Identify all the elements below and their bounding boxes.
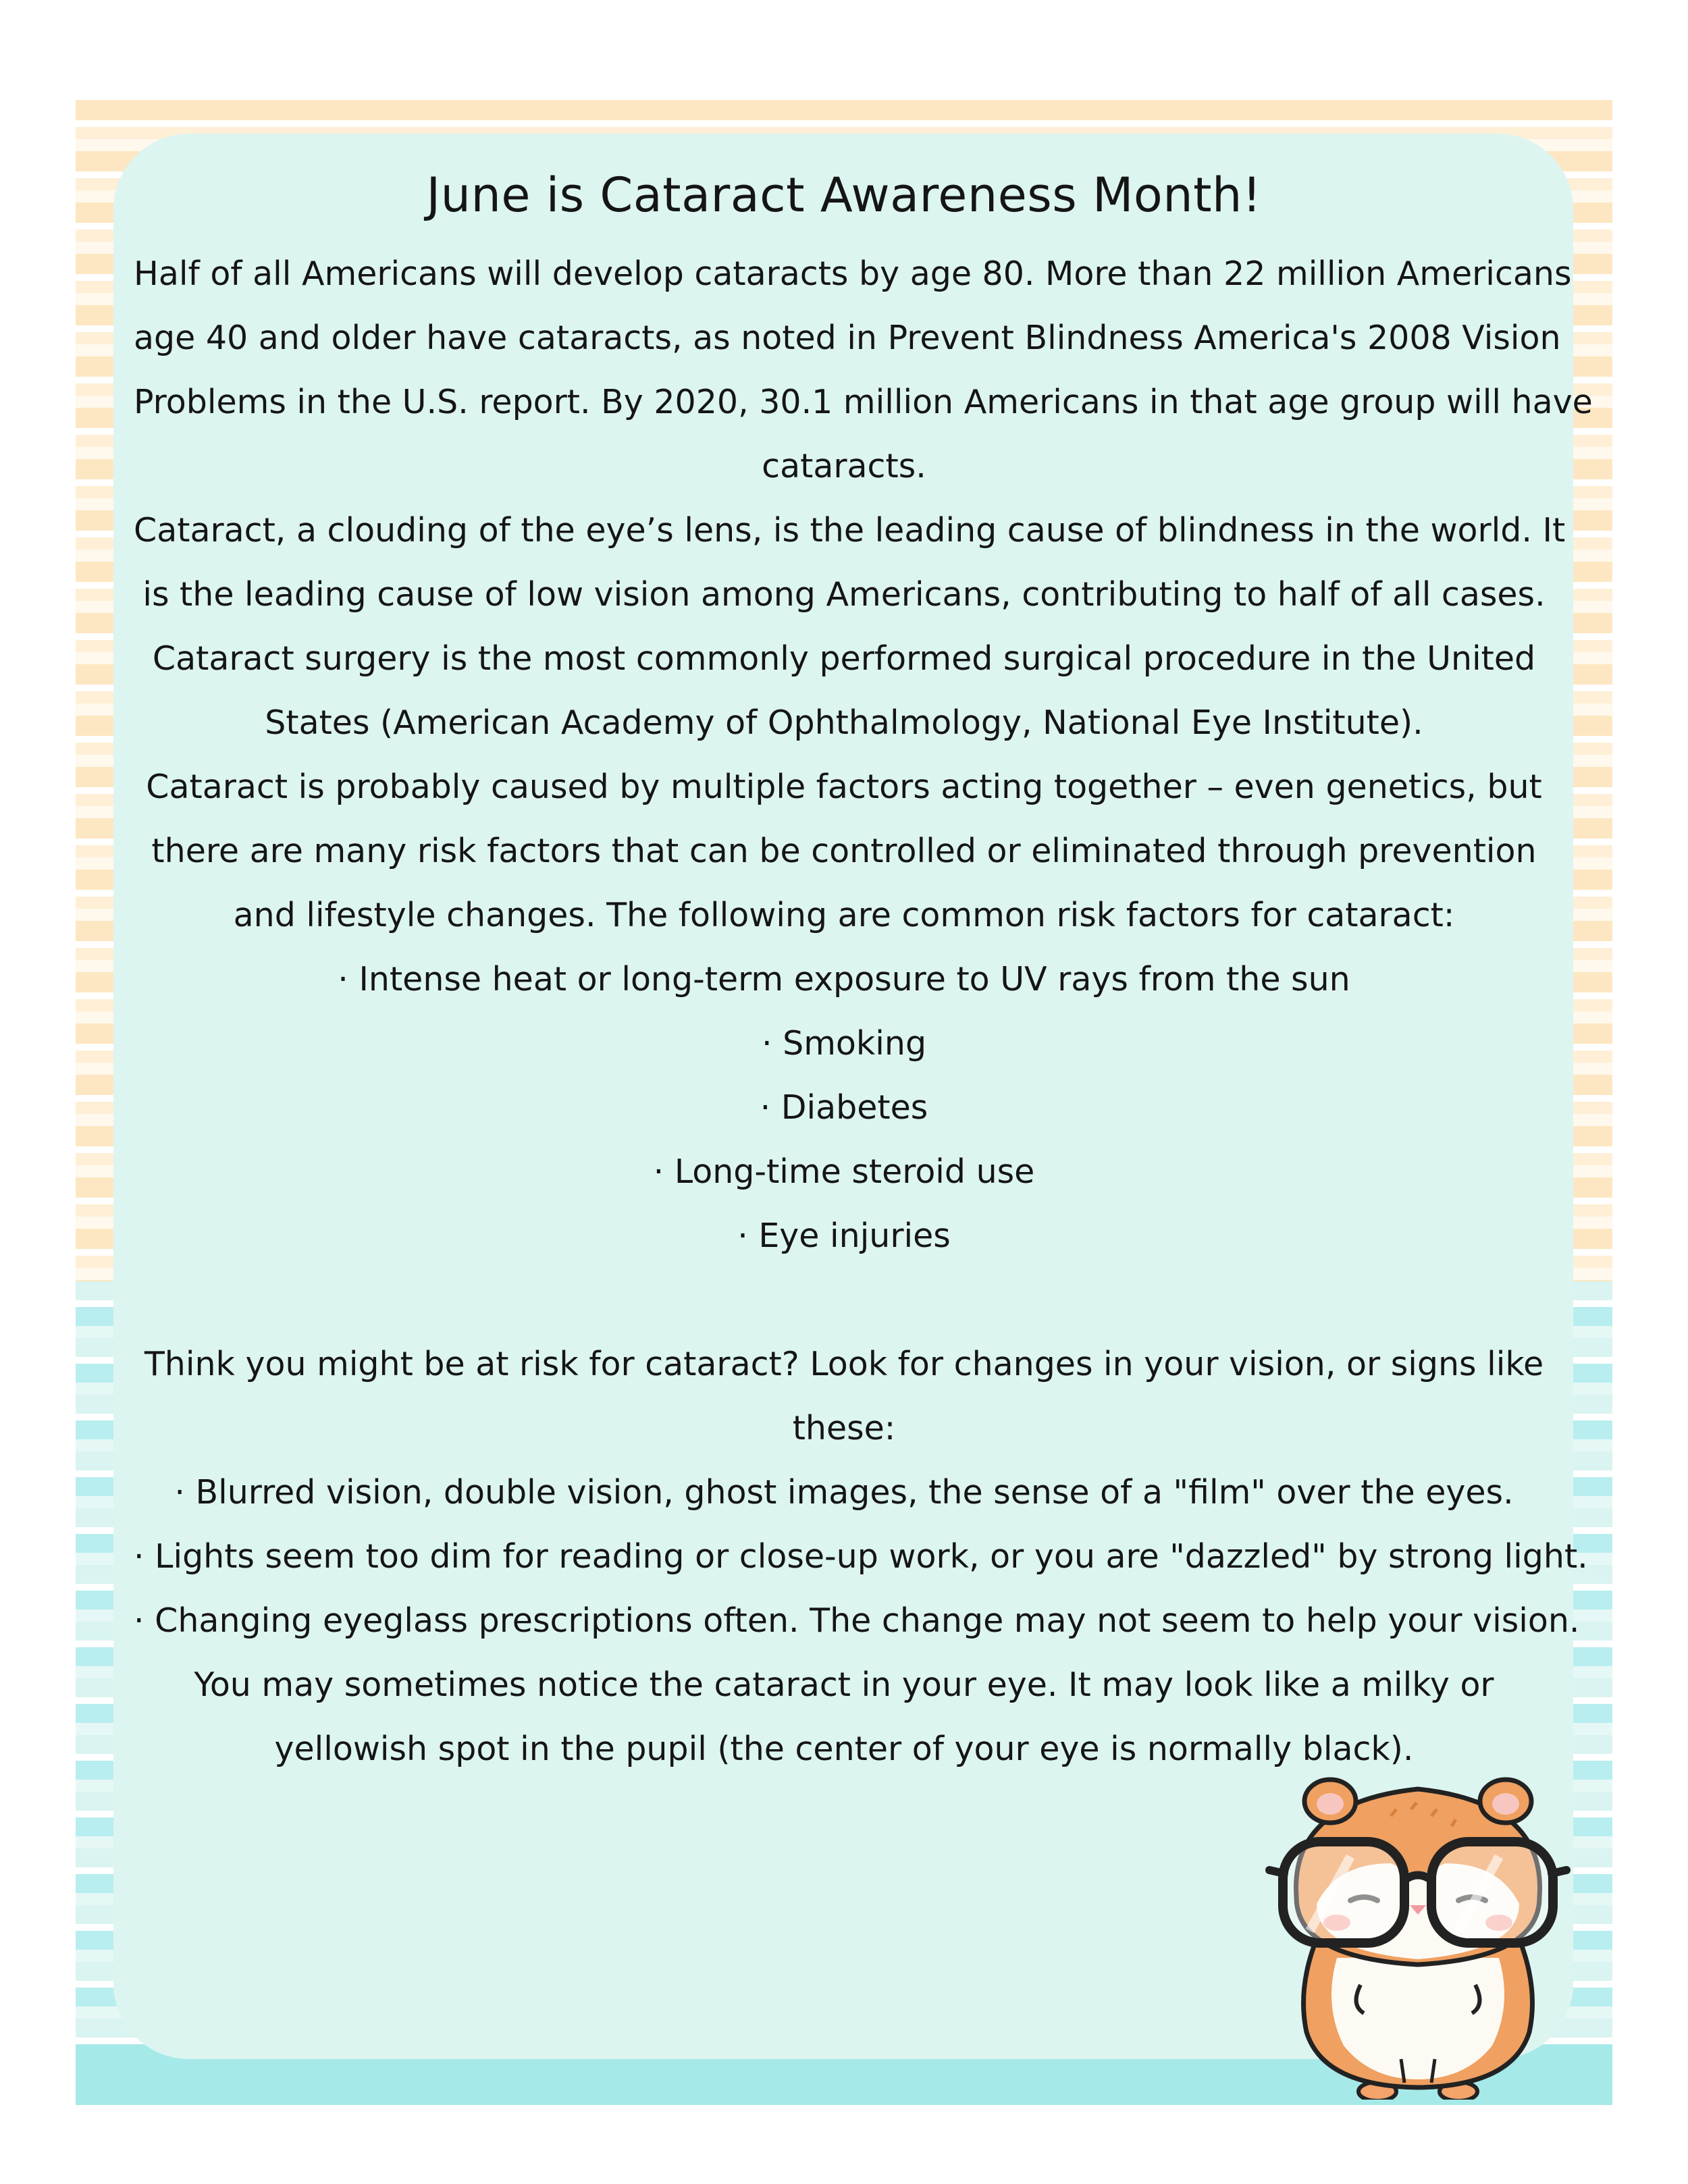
sign-item: · Changing eyeglass prescriptions often. The change may not seem to help your vision. xyxy=(134,1601,1580,1640)
section-spacer xyxy=(134,1268,1554,1332)
flyer-content xyxy=(134,162,1593,1781)
paragraph-2-line: Cataract, a clouding of the eye’s lens, is the leading cause of blindness in the world. It xyxy=(134,511,1566,550)
risk-factor-item: · Intense heat or long-term exposure to UV rays from the sun xyxy=(338,960,1350,998)
paragraph-2-line: States (American Academy of Ophthalmology, National Eye Institute). xyxy=(265,703,1423,742)
paragraph-1-line: Half of all Americans will develop cataracts by age 80. More than 22 million Americans xyxy=(134,255,1572,293)
paragraph-2-line: Cataract surgery is the most commonly performed surgical procedure in the United xyxy=(152,639,1536,678)
paragraph-3-line: there are many risk factors that can be controlled or eliminated through prevention xyxy=(151,832,1537,870)
paragraph-4-line: Think you might be at risk for cataract? Look for changes in your vision, or signs like xyxy=(144,1345,1544,1383)
risk-factor-item: · Eye injuries xyxy=(737,1217,951,1255)
risk-factor-item: · Smoking xyxy=(761,1024,927,1063)
sign-item: · Blurred vision, double vision, ghost images, the sense of a "film" over the eyes. xyxy=(174,1473,1514,1512)
paragraph-3-line: and lifestyle changes. The following are common risk factors for cataract: xyxy=(233,896,1455,934)
paragraph-3-line: Cataract is probably caused by multiple factors acting together – even genetics, but xyxy=(146,768,1542,806)
risk-factor-item: · Diabetes xyxy=(760,1088,928,1127)
paragraph-1-line: Problems in the U.S. report. By 2020, 30.1 million Americans in that age group will have xyxy=(134,383,1593,421)
risk-factor-item: · Long-time steroid use xyxy=(653,1152,1035,1191)
page-title: June is Cataract Awareness Month! xyxy=(426,167,1262,223)
paragraph-4-line: these: xyxy=(792,1409,896,1447)
paragraph-5-line: yellowish spot in the pupil (the center of your eye is normally black). xyxy=(274,1730,1414,1768)
paragraph-1-line: age 40 and older have cataracts, as noted in Prevent Blindness America's 2008 Vision xyxy=(134,319,1561,357)
paragraph-2-line: is the leading cause of low vision among Americans, contributing to half of all cases. xyxy=(142,575,1546,614)
hamster-with-glasses-icon xyxy=(1256,1762,1580,2100)
paragraph-5-line: You may sometimes notice the cataract in your eye. It may look like a milky or xyxy=(194,1666,1494,1704)
paragraph-1-line: cataracts. xyxy=(762,447,926,485)
sign-item: · Lights seem too dim for reading or close-up work, or you are "dazzled" by strong light. xyxy=(134,1537,1588,1576)
flyer-body xyxy=(134,242,1593,1781)
